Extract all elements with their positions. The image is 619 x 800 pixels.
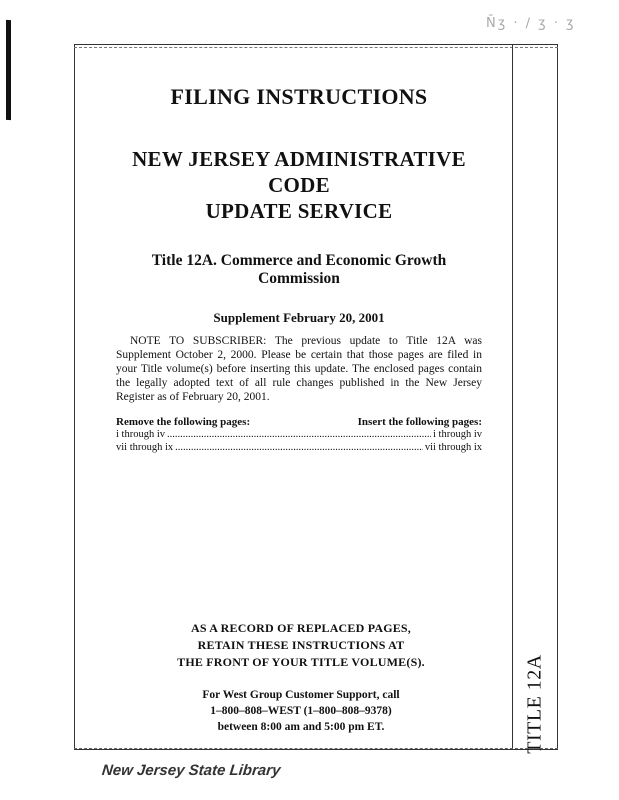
support-line: For West Group Customer Support, call xyxy=(202,689,400,701)
pages-row xyxy=(116,428,482,441)
code-heading xyxy=(116,146,482,224)
customer-support-notice xyxy=(126,687,476,735)
pages-row xyxy=(116,441,482,454)
remove-pages-value: vii through ix xyxy=(116,442,174,453)
record-line: AS A RECORD OF REPLACED PAGES, xyxy=(190,621,412,635)
left-scan-mark xyxy=(6,20,11,120)
dot-leader xyxy=(175,441,423,454)
frame-top-rule xyxy=(74,47,558,48)
subscriber-note: NOTE TO SUBSCRIBER: The previous update to Title 12A was Supplement October 2, 2000. Please be certain that those pages are filed in your Title volume(s) before inserting this update. The enclosed pages contain the legally adopted text of all rule changes published in the New Jersey Register as of February 20, 2001. xyxy=(116,335,482,403)
side-tab xyxy=(513,44,556,754)
record-line: RETAIN THESE INSTRUCTIONS AT xyxy=(197,638,405,652)
supplement-date: Supplement February 20, 2001 xyxy=(213,310,385,325)
insert-pages-value: vii through ix xyxy=(424,442,482,453)
support-line: 1–800–808–WEST (1–800–808–9378) xyxy=(210,705,392,717)
record-line: THE FRONT OF YOUR TITLE VOLUME(S). xyxy=(177,655,425,669)
document-title: FILING INSTRUCTIONS xyxy=(170,84,428,109)
filing-content xyxy=(116,84,482,454)
record-notice xyxy=(126,620,476,671)
insert-pages-header: Insert the following pages: xyxy=(357,416,482,428)
insert-pages-value: i through iv xyxy=(433,429,482,440)
library-stamp: New Jersey State Library xyxy=(101,762,282,779)
code-heading-line2: UPDATE SERVICE xyxy=(205,199,393,223)
side-tab-label: TITLE 12A xyxy=(523,654,546,754)
code-heading-line1: NEW JERSEY ADMINISTRATIVE CODE xyxy=(132,147,466,197)
dot-leader xyxy=(167,428,431,441)
remove-pages-value: i through iv xyxy=(116,429,165,440)
title-section-heading: Title 12A. Commerce and Economic Growth Commission xyxy=(151,252,447,287)
pages-table-header xyxy=(116,416,482,428)
frame-bottom-rule xyxy=(74,748,558,749)
support-line: between 8:00 am and 5:00 pm ET. xyxy=(217,721,385,733)
remove-pages-header: Remove the following pages: xyxy=(116,416,251,428)
handwritten-margin-note: N̄ʒ · ∕ ʒ · ʒ xyxy=(486,16,576,31)
retention-notice xyxy=(126,620,476,735)
